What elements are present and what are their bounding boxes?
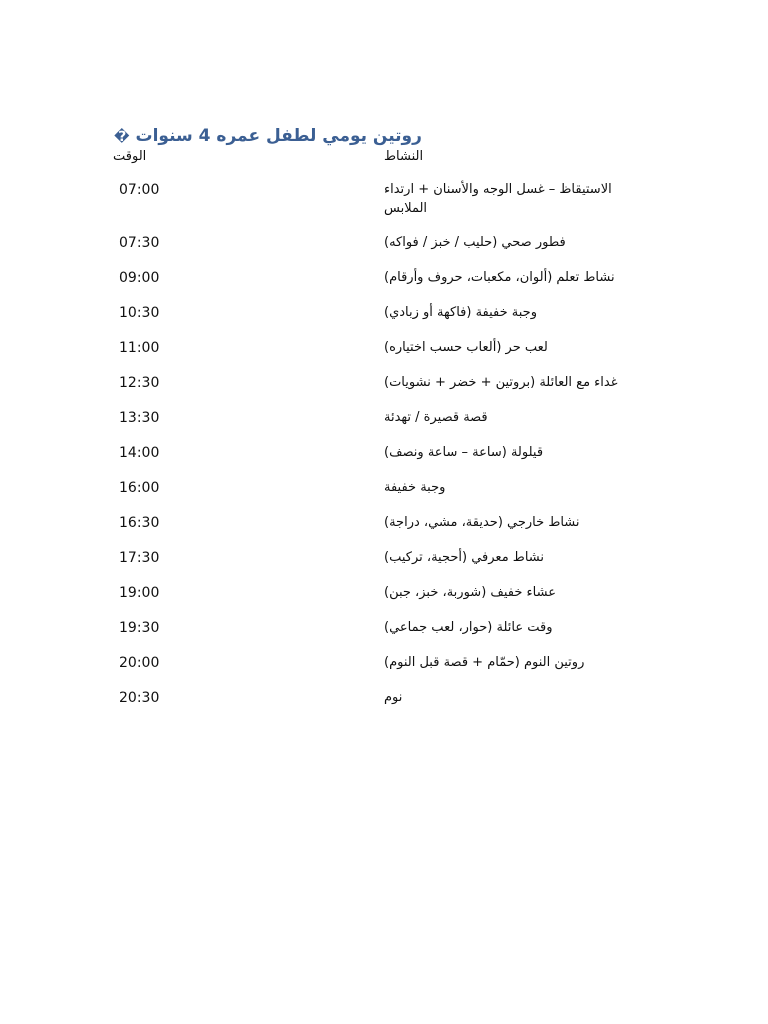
time-cell: 09:00 [119, 270, 160, 286]
table-row [0, 338, 768, 358]
time-cell: 07:00 [119, 182, 160, 198]
table-row [0, 548, 768, 568]
title-text: روتين يومي لطفل عمره 4 سنوات [135, 126, 422, 146]
table-row [0, 233, 768, 253]
activity-cell: غداء مع العائلة (بروتين + خضر + نشويات) [384, 375, 618, 390]
activity-cell: روتين النوم (حمّام + قصة قبل النوم) [384, 655, 585, 670]
table-row [0, 618, 768, 638]
schedule-table [0, 180, 768, 723]
activity-cell: نشاط خارجي (حديقة، مشي، دراجة) [384, 515, 580, 530]
table-row [0, 268, 768, 288]
document-title [114, 124, 434, 148]
time-cell: 20:00 [119, 655, 160, 671]
activity-cell: عشاء خفيف (شوربة، خبز، جبن) [384, 585, 556, 600]
time-cell: 16:30 [119, 515, 160, 531]
time-cell: 16:00 [119, 480, 160, 496]
activity-cell: قيلولة (ساعة – ساعة ونصف) [384, 445, 544, 460]
table-row [0, 653, 768, 673]
activity-cell: قصة قصيرة / تهدئة [384, 410, 488, 425]
time-cell: 12:30 [119, 375, 160, 391]
missing-glyph-icon: � [114, 129, 130, 145]
activity-cell: لعب حر (ألعاب حسب اختياره) [384, 340, 548, 355]
table-row [0, 303, 768, 323]
table-row [0, 180, 768, 218]
activity-cell: وقت عائلة (حوار، لعب جماعي) [384, 620, 553, 635]
activity-cell: نوم [384, 690, 403, 705]
time-cell: 10:30 [119, 305, 160, 321]
table-row [0, 408, 768, 428]
time-cell: 19:30 [119, 620, 160, 636]
table-row [0, 478, 768, 498]
column-header-activity: النشاط [384, 149, 424, 164]
activity-cell: وجبة خفيفة (فاكهة أو زبادي) [384, 305, 537, 320]
activity-cell: وجبة خفيفة [384, 480, 446, 495]
time-cell: 17:30 [119, 550, 160, 566]
activity-cell: نشاط تعلم (ألوان، مكعبات، حروف وأرقام) [384, 270, 615, 285]
activity-cell: الاستيقاظ – غسل الوجه والأسنان + ارتداء الملابس [384, 182, 612, 216]
time-cell: 11:00 [119, 340, 160, 356]
time-cell: 13:30 [119, 410, 160, 426]
time-cell: 14:00 [119, 445, 160, 461]
time-cell: 19:00 [119, 585, 160, 601]
table-row [0, 373, 768, 393]
table-row [0, 583, 768, 603]
table-row [0, 513, 768, 533]
activity-cell: فطور صحي (حليب / خبز / فواكه) [384, 235, 566, 250]
time-cell: 20:30 [119, 690, 160, 706]
column-header-time: الوقت [113, 149, 147, 164]
table-row [0, 688, 768, 708]
time-cell: 07:30 [119, 235, 160, 251]
table-row [0, 443, 768, 463]
activity-cell: نشاط معرفي (أحجية، تركيب) [384, 550, 544, 565]
